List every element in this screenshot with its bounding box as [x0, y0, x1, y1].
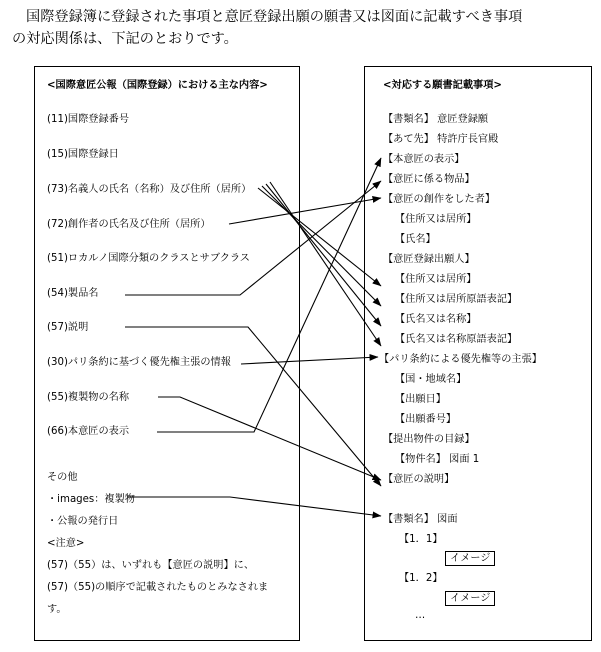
- right-item-creator-address: 【住所又は居所】: [395, 214, 477, 225]
- left-item-72: (72)創作者の氏名及び住所（居所）: [47, 219, 211, 230]
- right-item-applicant-address: 【住所又は居所】: [395, 274, 477, 285]
- left-item-30: (30)パリ条約に基づく優先権主張の情報: [47, 357, 231, 368]
- intro-line-2: の対応関係は、下記のとおりです。: [12, 31, 238, 47]
- left-header: <国際意匠公報（国際登録）における主な内容>: [47, 80, 268, 91]
- right-item-applicant-address-original: 【住所又は居所原語表記】: [395, 294, 518, 305]
- right-item-document-name: 【書類名】 意匠登録願: [383, 114, 489, 125]
- right-item-applicant: 【意匠登録出願人】: [383, 254, 475, 265]
- note-line-3: す。: [47, 604, 67, 615]
- image-placeholder-1: イメージ: [445, 551, 495, 566]
- other-heading: その他: [47, 472, 78, 483]
- right-item-article-name: 【物件名】 図面 1: [395, 454, 480, 465]
- intro-paragraph: [12, 6, 597, 50]
- left-item-54: (54)製品名: [47, 288, 99, 299]
- left-item-51: (51)ロカルノ国際分類のクラスとサブクラス: [47, 253, 250, 264]
- left-item-15: (15)国際登録日: [47, 149, 119, 160]
- right-item-creator-name: 【氏名】: [395, 234, 436, 245]
- right-item-filing-number: 【出願番号】: [395, 414, 457, 425]
- right-item-country: 【国・地域名】: [395, 374, 467, 385]
- left-item-57: (57)説明: [47, 322, 89, 333]
- left-item-66: (66)本意匠の表示: [47, 426, 130, 437]
- image-placeholder-2: イメージ: [445, 591, 495, 606]
- right-item-creator: 【意匠の創作をした者】: [383, 194, 496, 205]
- application-items-box: [364, 66, 592, 641]
- note-heading: <注意>: [47, 538, 85, 549]
- right-item-filing-date: 【出願日】: [395, 394, 446, 405]
- note-line-1: (57)（55）は、いずれも【意匠の説明】に、: [47, 560, 255, 571]
- registration-contents-box: [34, 66, 300, 641]
- right-item-applicant-name: 【氏名又は名称】: [395, 314, 477, 325]
- note-line-2: (57)（55)の順序で記載されたものとみなされま: [47, 582, 269, 593]
- right-item-paris-priority: 【パリ条約による優先権等の主張】: [379, 354, 542, 365]
- intro-line-1: 国際登録簿に登録された事項と意匠登録出願の願書又は図面に記載すべき事項: [26, 9, 523, 25]
- right-item-applicant-name-original: 【氏名又は名称原語表記】: [395, 334, 518, 345]
- left-item-55: (55)複製物の名称: [47, 392, 130, 403]
- right-item-figure-1-1: 【1．1】: [399, 534, 443, 545]
- other-item-publication-date: ・公報の発行日: [47, 516, 119, 527]
- right-item-article: 【意匠に係る物品】: [383, 174, 475, 185]
- right-item-ellipsis: …: [415, 610, 426, 621]
- right-item-submission-list: 【提出物件の目録】: [383, 434, 475, 445]
- right-item-principal-design: 【本意匠の表示】: [383, 154, 465, 165]
- right-header: <対応する願書記載事項>: [383, 80, 502, 91]
- right-item-drawing-document: 【書類名】 図面: [383, 514, 458, 525]
- right-item-addressee: 【あて先】 特許庁長官殿: [383, 134, 499, 145]
- right-item-figure-1-2: 【1．2】: [399, 573, 443, 584]
- left-item-73: (73)名義人の氏名（名称）及び住所（居所）: [47, 184, 252, 195]
- other-item-images: ・images：複製物: [47, 494, 135, 505]
- right-item-design-explanation: 【意匠の説明】: [383, 474, 455, 485]
- left-item-11: (11)国際登録番号: [47, 114, 130, 125]
